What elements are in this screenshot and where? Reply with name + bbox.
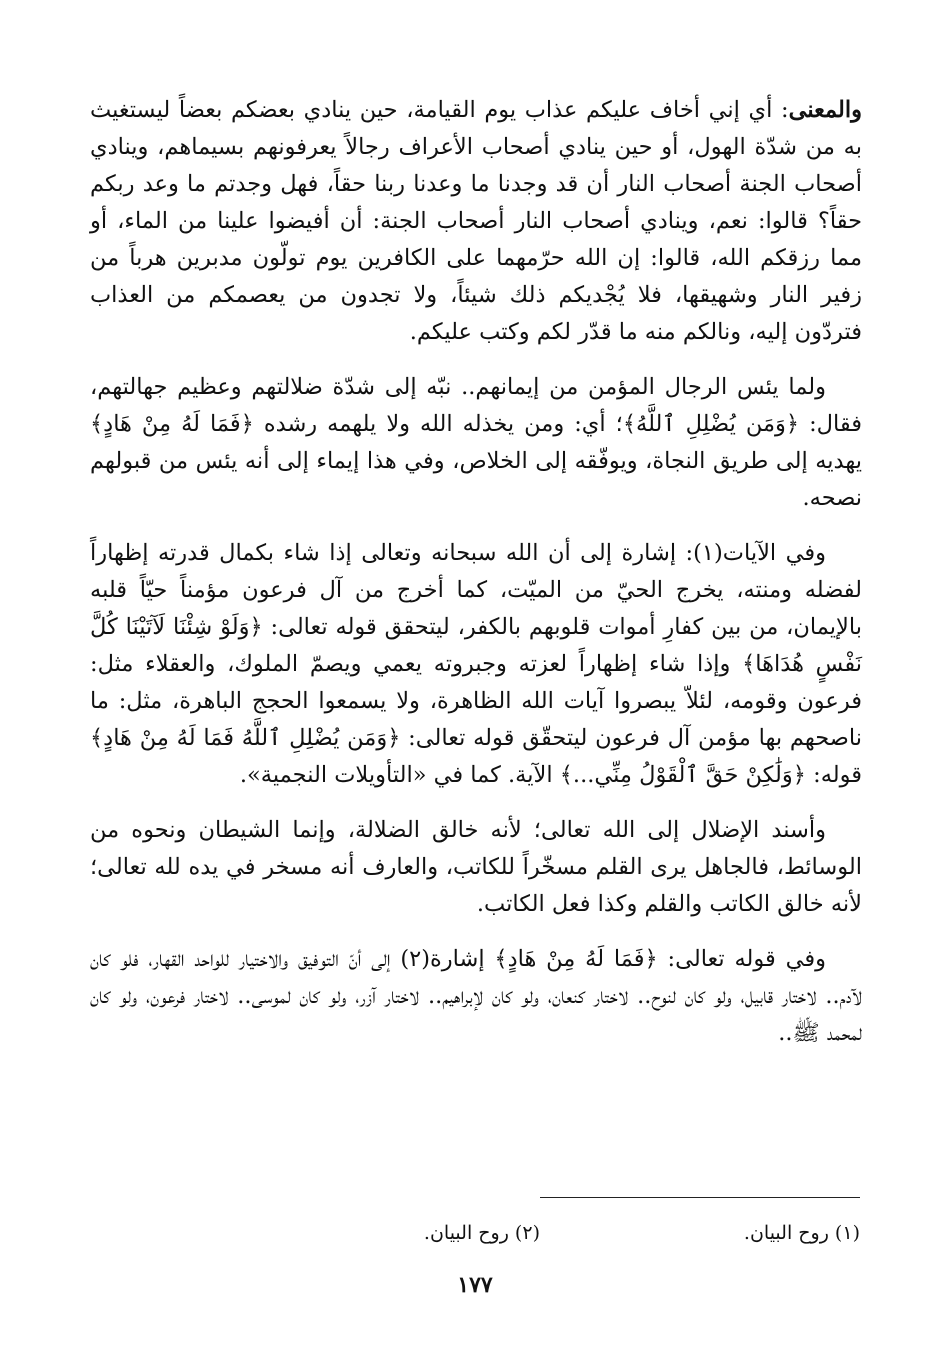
paragraph-1 [90, 92, 862, 351]
paragraph-4: وأسند الإضلال إلى الله تعالى؛ لأنه خالق الضلالة، وإنما الشيطان ونحوه من الوسائط، فالجاهل يرى القلم مسخّراً للكاتب، والعارف أنه مسخر في يده لله تعالى؛ لأنه خالق الكاتب والقلم وكذا فعل الكاتب. [90, 817, 862, 917]
main-text [90, 92, 862, 1070]
paragraph-2: ولما يئس الرجال المؤمن من إيمانهم.. نبّه إلى شدّة ضلالتهم وعظيم جهالتهم، فقال: ﴿وَمَن يُضْلِلِ ٱللَّهُ﴾؛ أي: ومن يخذله الله ولا يلهمه رشده ﴿فَمَا لَهُ مِنْ هَادٍ﴾ يهديه إلى طريق النجاة، ويوفّقه إلى الخلاص، وفي هذا إيماء إلى أنه يئس من قبولهم نصحه. [90, 374, 862, 511]
paragraph-1-text: : أي إني أخاف عليكم عذاب يوم القيامة، حين ينادي بعضكم بعضاً ليستغيث به من شدّة الهول، أو حين ينادي أصحاب الأعراف رجالاً يعرفونهم بسيماهم، وينادي أصحاب الجنة أصحاب النار أن قد وجدنا ما وعدنا ربنا حقاً، فهل وجدتم ما وعد ربكم حقاً؟ قالوا: نعم، وينادي أصحاب النار أصحاب الجنة: أن أفيضوا علينا من الماء، أو مما رزقكم الله، قالوا: إن الله حرّمهما على الكافرين يوم تولّون مدبرين هرباً من زفير النار وشهيقها، فلا يُجْديكم ذلك شيئاً، ولا تجدون من يعصمكم من العذاب فتردّون إليه، ونالكم منه ما قدّر لكم وكتب عليكم. [90, 97, 862, 345]
footnote-2: (٢) روح البيان. [423, 1222, 540, 1244]
paragraph-3: وفي الآيات(١): إشارة إلى أن الله سبحانه وتعالى إذا شاء بكمال قدرته إظهاراً لفضله ومنته، يخرج الحيّ من الميّت، كما أخرج من آل فرعون مؤمناً حيّاً قلبه بالإيمان، من بين كفارِ أموات قلوبهم بالكفر، ليتحقق قوله تعالى: ﴿وَلَوْ شِئْنَا لَآتَيْنَا كُلَّ نَفْسٍ هُدَاهَا﴾ وإذا شاء إظهاراً لعزته وجبروته يعمي ويصمّ الملوك، والعقلاء مثل: فرعون وقومه، لئلاّ يبصروا آيات الله الظاهرة، ولا يسمعوا الحجج الباهرة، مثل: ما ناصحهم بها مؤمن آل فرعون ليتحقّق قوله تعالى: ﴿وَمَن يُضْلِلِ ٱللَّهُ فَمَا لَهُ مِنْ هَادٍ﴾ قوله: ﴿وَلَٰكِنْ حَقَّ ٱلْقَوْلُ مِنِّي...﴾ الآية. كما في «التأويلات النجمية». [90, 540, 862, 788]
footnote-divider [540, 1197, 860, 1198]
page-number: ١٧٧ [457, 1272, 493, 1298]
footnote-1: (١) روح البيان. [743, 1222, 860, 1244]
paragraph-5: وفي قوله تعالى: ﴿فَمَا لَهُ مِنْ هَادٍ﴾ إشارة(٢) إلى أنّ التوفيق والاختيار للواحد القهار، فلو كان لآدم.. لاختار قابيل، ولو كان لنوح.. لاختار كنعان، ولو كان لإبراهيم.. لاختار آزر، ولو كان لموسى.. لاختار فرعون، ولو كان لمحمد ﷺ.. [90, 946, 862, 1046]
paragraph-1-lead: والمعنى [788, 97, 862, 123]
